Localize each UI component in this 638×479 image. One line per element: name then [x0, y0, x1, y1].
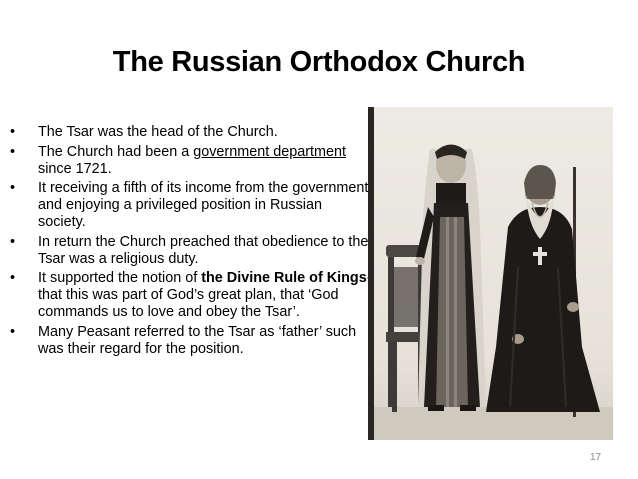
bullet-text: Many Peasant referred to the Tsar as ‘father’ such was their regard for the position. [38, 323, 357, 357]
bullet-list [10, 124, 372, 360]
bullet-text: It receiving a fifth of its income from the government and enjoying a privileged position in Russian society. [38, 180, 369, 230]
photo-illustration [368, 107, 613, 440]
bullet-icon: • [10, 270, 16, 287]
historical-photo [368, 107, 613, 440]
bullet-text: that this was part of God’s great plan, that ‘God commands us to love and obey the Tsar’. [38, 287, 339, 320]
slide-title: The Russian Orthodox Church [112, 46, 526, 78]
government-department-link-text: government department [193, 143, 347, 160]
bullet-item [10, 144, 372, 178]
bullet-item [10, 234, 372, 268]
bullet-text: The Tsar was the head of the Church. [38, 124, 278, 140]
bullet-item [10, 324, 372, 358]
bullet-text: In return the Church preached that obedience to the Tsar was a religious duty. [38, 233, 369, 267]
bullet-icon: • [10, 233, 16, 250]
photo-edge [368, 107, 374, 440]
bullet-text: It supported the notion of [38, 270, 202, 287]
bullet-text: The Church had been a [38, 143, 194, 160]
bullet-item [10, 180, 372, 230]
bullet-item [10, 124, 372, 141]
bullet-text: since 1721. [38, 160, 112, 177]
bullet-icon: • [10, 143, 16, 160]
bullet-icon: • [10, 124, 16, 140]
bullet-icon: • [10, 323, 16, 340]
divine-rule-emphasis: the Divine Rule of Kings [201, 270, 367, 287]
bullet-icon: • [10, 180, 16, 197]
page-number: 17 [590, 452, 602, 463]
bullet-item [10, 270, 372, 320]
